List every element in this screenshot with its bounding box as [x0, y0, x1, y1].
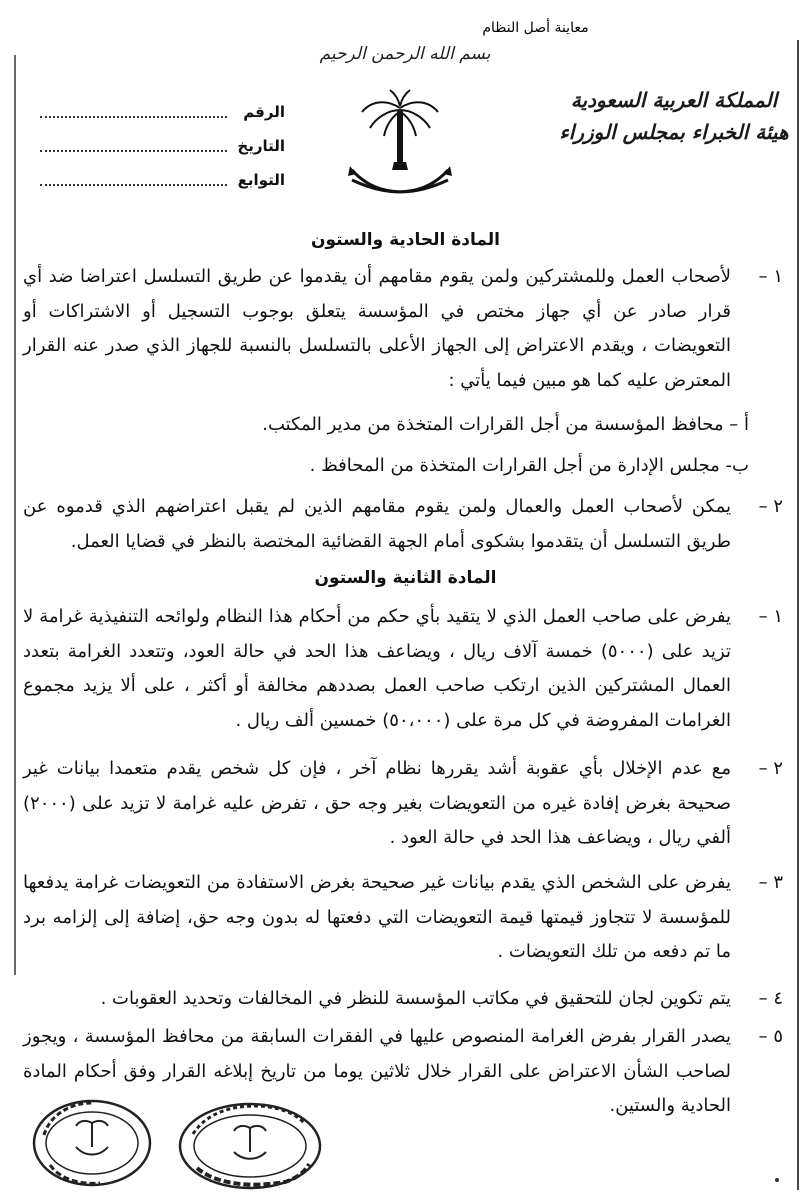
page-border-right: [797, 40, 799, 1190]
paragraph-number: ٤ –: [758, 988, 783, 1009]
paragraph-number: ١ –: [758, 266, 783, 287]
ref-field-attachments: [40, 163, 285, 197]
ref-label: التاريخ: [237, 137, 285, 155]
paragraph-text: يتم تكوين لجان للتحقيق في مكاتب المؤسسة للنظر في المخالفات وتحديد العقوبات .: [100, 988, 731, 1009]
paragraph-text: يمكن لأصحاب العمل والعمال ولمن يقوم مقامهم الذين لم يقبل اعتراضهم الذي قدموه عن طريق التسلسل أن يتقدموا بشكوى أمام الجهة القضائية المختصة بالنظر في قضايا العمل.: [23, 496, 731, 552]
paragraph-number: ٥ –: [758, 1026, 783, 1047]
dotted-line: [40, 116, 227, 118]
ministry-heading: [559, 84, 789, 148]
ministry-line-2: هيئة الخبراء بمجلس الوزراء: [559, 120, 789, 144]
ref-label: التوابع: [237, 171, 285, 189]
ref-field-number: [40, 95, 285, 129]
reference-fields: [40, 95, 285, 197]
paragraph-number: ٢ –: [758, 496, 783, 517]
paragraph-text: يفرض على صاحب العمل الذي لا يتقيد بأي حكم من أحكام هذا النظام ولوائحه التنفيذية غرامة لا تزيد على (٥٠٠٠) خمسة آلاف ريال ، ويضاعف هذا الحد في حالة العود، وتتعدد الغرامة بتعدد العمال المشتركين الذين ارتكب صاحب العمل بصددهم مخالفة أو أكثر ، على ألا يزيد مجموع الغرامات المفروضة في كل مرة على (٥٠،٠٠٠) خمسين ألف ريال .: [23, 606, 732, 731]
dotted-line: [40, 184, 227, 186]
ministry-line-1: المملكة العربية السعودية: [570, 88, 778, 112]
official-seal-right-icon: [175, 1098, 325, 1193]
article-61-paragraph-2: [23, 490, 783, 559]
page-border-left: [14, 55, 16, 975]
bismillah: بسم الله الرحمن الرحيم: [319, 44, 491, 64]
paragraph-text: يصدر القرار بفرض الغرامة المنصوص عليها في الفقرات السابقة من محافظ المؤسسة ، ويجوز لصاحب الشأن الاعتراض على القرار خلال ثلاثين يوما من تاريخ إبلاغه القرار وفق أحكام المادة الحادية والستين.: [23, 1026, 731, 1116]
paragraph-text: مع عدم الإخلال بأي عقوبة أشد يقررها نظام آخر ، فإن كل شخص يقدم متعمدا بيانات غير صحيحة بغرض إفادة غيره من التعويضات بغير وجه حق ، تفرض عليه غرامة لا تزيد على (٢٠٠٠) ألفي ريال ، ويضاعف هذا الحد في حالة العود .: [23, 758, 731, 848]
article-62-paragraph-1: [23, 600, 783, 738]
preview-label: معاينة أصل النظام: [482, 20, 589, 36]
paragraph-number: ٢ –: [758, 758, 783, 779]
official-seal-left-icon: [30, 1095, 155, 1190]
article-62-paragraph-2: [23, 752, 783, 856]
ref-label: الرقم: [243, 103, 285, 121]
article-61-paragraph-1: [23, 260, 783, 398]
article-62-paragraph-3: [23, 866, 783, 970]
article-62-title: المادة الثانية والستون: [314, 568, 497, 588]
palm-swords-emblem-icon: [340, 88, 460, 203]
paragraph-number: ٣ –: [758, 872, 783, 893]
article-61-item-a: أ – محافظ المؤسسة من أجل القرارات المتخذة من مدير المكتب.: [262, 414, 749, 435]
article-62-paragraph-4: [23, 982, 783, 1017]
dotted-line: [40, 150, 227, 152]
paragraph-number: ١ –: [758, 606, 783, 627]
article-61-title: المادة الحادية والستون: [310, 230, 501, 250]
page-dot: [775, 1178, 779, 1182]
paragraph-text: يفرض على الشخص الذي يقدم بيانات غير صحيحة بغرض الاستفادة من التعويضات غرامة يدفعها للمؤسسة لا تتجاوز قيمتها قيمة التعويضات التي دفعتها له بدون وجه حق، إضافة إلى إلزامه برد ما تم دفعه من تلك التعويضات .: [23, 872, 731, 962]
paragraph-text: لأصحاب العمل وللمشتركين ولمن يقوم مقامهم أن يقدموا عن طريق التسلسل اعتراضا ضد أي قرار صادر عن أي جهاز مختص في المؤسسة يتعلق بوجوب التسجيل أو الاشتراكات أو التعويضات ، ويقدم الاعتراض إلى الجهاز الأعلى بالتسلسل بالنسبة للجهاز الذي صدر عنه القرار المعترض عليه كما هو مبين فيما يأتي :: [23, 266, 731, 391]
article-61-item-b: ب- مجلس الإدارة من أجل القرارات المتخذة من المحافظ .: [309, 455, 749, 476]
ref-field-date: [40, 129, 285, 163]
